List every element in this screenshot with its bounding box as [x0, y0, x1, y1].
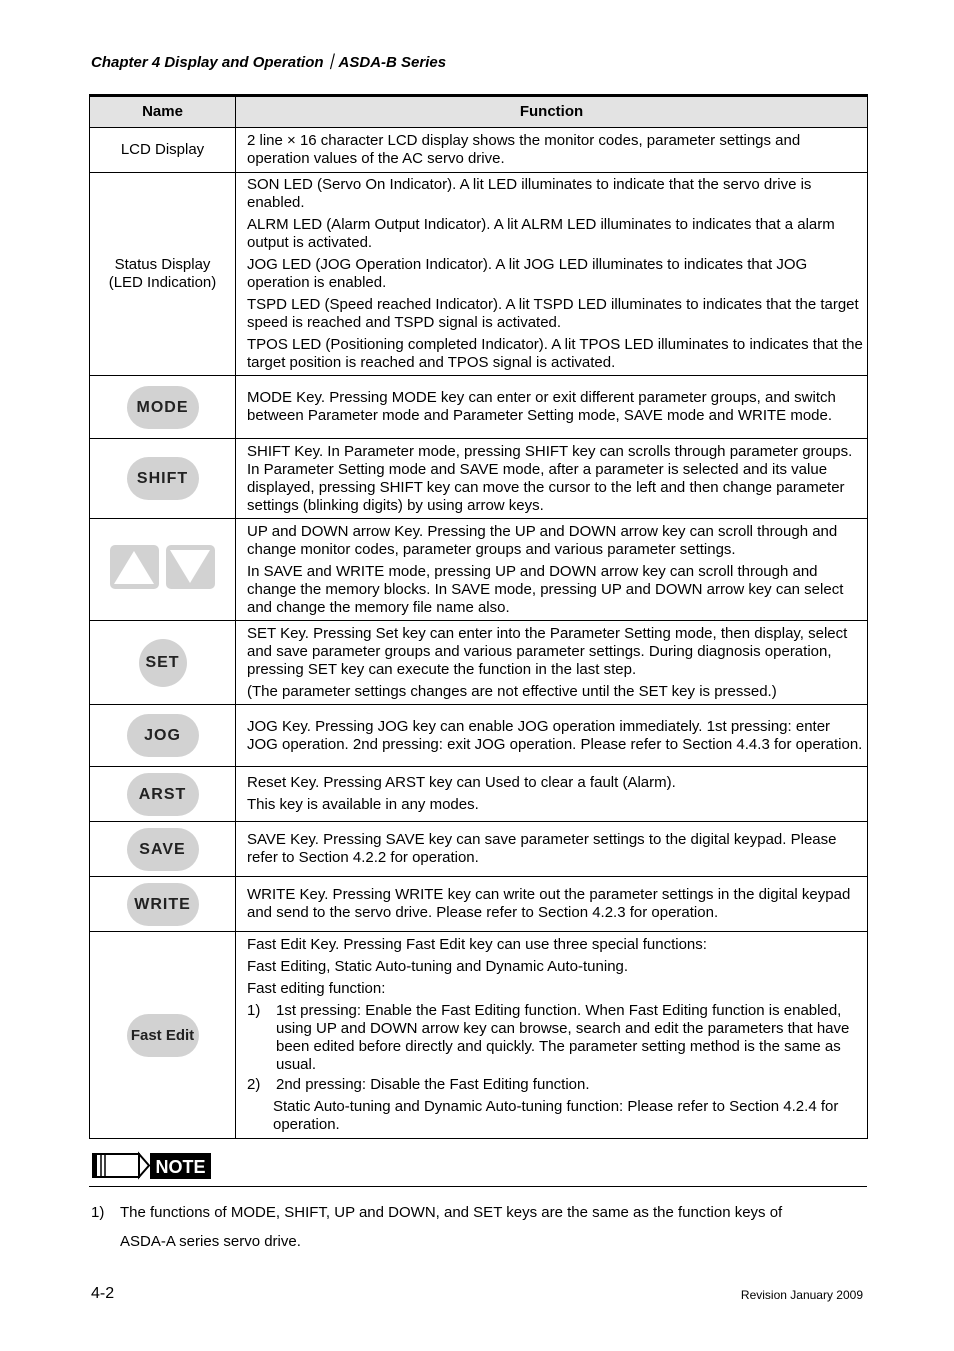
mode-key-icon: MODE	[127, 386, 199, 429]
function-text: Static Auto-tuning and Dynamic Auto-tuning function: Please refer to Section 4.2.4 for operation.	[273, 1098, 839, 1133]
row-function-mode	[236, 376, 868, 439]
row-name-arst	[90, 767, 236, 822]
row-function-set	[236, 621, 868, 705]
jog-key-icon: JOG	[127, 714, 199, 757]
function-text: This key is available in any modes.	[247, 796, 479, 813]
row-name-write	[90, 877, 236, 932]
function-text: JOG LED (JOG Operation Indicator). A lit JOG LED illuminates to indicates that JOG operation is enabled.	[247, 256, 808, 291]
row-function-shift	[236, 439, 868, 519]
row-function-lcd	[236, 128, 868, 173]
row-name-fastedit	[90, 932, 236, 1139]
table-row	[90, 173, 868, 376]
function-text: WRITE Key. Pressing WRITE key can write out the parameter settings in the digital keypad and send to the servo drive. Please refer to Section 4.2.3 for operation.	[247, 886, 851, 921]
status-name-line: (LED Indication)	[108, 274, 217, 291]
list-text: 2nd pressing: Disable the Fast Editing function.	[276, 1076, 590, 1093]
function-text: MODE Key. Pressing MODE key can enter or exit different parameter groups, and switch between Parameter mode and Parameter Setting mode, SAVE mode and WRITE mode.	[247, 389, 836, 424]
function-text: 2 line × 16 character LCD display shows the monitor codes, parameter settings and operation values of the AC servo drive.	[247, 132, 801, 167]
up-arrow-icon	[110, 545, 159, 589]
row-function-save	[236, 822, 868, 877]
table-row	[90, 621, 868, 705]
function-text: SON LED (Servo On Indicator). A lit LED illuminates to indicate that the servo drive is enabled.	[247, 176, 812, 211]
column-header-function: Function	[236, 96, 868, 128]
row-name-set	[90, 621, 236, 705]
row-name-status	[90, 173, 236, 376]
function-text: (The parameter settings changes are not effective until the SET key is pressed.)	[247, 682, 777, 700]
row-function-jog	[236, 705, 868, 767]
function-text: Fast Edit Key. Pressing Fast Edit key can use three special functions:	[247, 936, 707, 953]
row-name-shift	[90, 439, 236, 519]
row-function-status	[236, 173, 868, 376]
note-label: NOTE	[155, 1157, 206, 1177]
row-function-fastedit	[236, 932, 868, 1139]
note-number-spacer	[91, 1227, 120, 1256]
function-text: Fast editing function:	[247, 980, 386, 997]
save-key-icon: SAVE	[127, 828, 199, 871]
function-text: SET Key. Pressing Set key can enter into the Parameter Setting mode, then display, select and save parameter groups and various parameter settings. During diagnosis operation, pressing SET key can execute the function in the last step.	[247, 624, 848, 678]
note-icon	[91, 1151, 213, 1181]
page-number: 4-2	[91, 1285, 115, 1302]
function-text: Reset Key. Pressing ARST key can Used to clear a fault (Alarm).	[247, 774, 676, 791]
list-item	[91, 1227, 861, 1256]
arst-key-icon: ARST	[127, 773, 199, 816]
table-row	[90, 705, 868, 767]
row-name-updown	[90, 519, 236, 621]
row-name-jog	[90, 705, 236, 767]
row-function-write	[236, 877, 868, 932]
chapter-header: Chapter 4 Display and Operation｜ASDA-B Series	[91, 54, 447, 71]
function-text: TPOS LED (Positioning completed Indicator). A lit TPOS LED illuminates to indicates that the target position is reached and TPOS signal is activated.	[247, 336, 863, 371]
list-item	[91, 1198, 861, 1227]
row-name-save	[90, 822, 236, 877]
row-name-mode	[90, 376, 236, 439]
fast-edit-key-icon: Fast Edit	[127, 1014, 199, 1057]
table-row	[90, 767, 868, 822]
function-text: Fast Editing, Static Auto-tuning and Dynamic Auto-tuning.	[247, 958, 629, 975]
note-list	[91, 1198, 861, 1256]
list-number: 1)	[247, 1002, 261, 1019]
note-text: ASDA-A series servo drive.	[120, 1233, 301, 1250]
table-row	[90, 822, 868, 877]
note-number: 1)	[91, 1204, 105, 1221]
note-text: The functions of MODE, SHIFT, UP and DOWN, and SET keys are the same as the function keys of	[120, 1204, 783, 1221]
function-text: TSPD LED (Speed reached Indicator). A lit TSPD LED illuminates to indicates that the target speed is reached and TSPD signal is activated.	[247, 296, 859, 331]
column-header-name: Name	[90, 96, 236, 128]
up-down-arrow-keys-icon	[109, 544, 217, 590]
table-row	[90, 128, 868, 173]
down-arrow-icon	[166, 545, 215, 589]
table-row	[90, 376, 868, 439]
row-name-lcd: LCD Display	[90, 128, 236, 173]
keypad-function-table	[89, 94, 868, 1139]
fast-edit-list	[247, 1002, 865, 1094]
table-header-row	[90, 96, 868, 128]
function-text: UP and DOWN arrow Key. Pressing the UP and DOWN arrow key can scroll through and change monitor codes, parameter groups and various parameter settings.	[247, 522, 838, 558]
table-row	[90, 932, 868, 1139]
note-divider	[89, 1186, 867, 1187]
shift-key-icon: SHIFT	[127, 457, 199, 500]
status-name-line: Status Display	[114, 256, 211, 273]
function-text: ALRM LED (Alarm Output Indicator). A lit ALRM LED illuminates to indicates that a alarm output is activated.	[247, 216, 835, 251]
function-text: SHIFT Key. In Parameter mode, pressing SHIFT key can scrolls through parameter groups. In Parameter Setting mode and SAVE mode, after a parameter is selected and its value displayed, pressing SHIFT key can move the cursor to the left and then change parameter settings (blinking digits) by using arrow keys.	[247, 442, 853, 514]
function-text: JOG Key. Pressing JOG key can enable JOG operation immediately. 1st pressing: enter JOG operation. 2nd pressing: exit JOG operation. Please refer to Section 4.4.3 for operation.	[247, 717, 863, 753]
list-item	[247, 1002, 865, 1074]
table-row	[90, 439, 868, 519]
function-text: SAVE Key. Pressing SAVE key can save parameter settings to the digital keypad. Please refer to Section 4.2.2 for operation.	[247, 831, 837, 866]
list-item	[247, 1076, 865, 1094]
revision-date: Revision January 2009	[740, 1288, 863, 1302]
set-key-icon: SET	[139, 639, 187, 687]
list-text: 1st pressing: Enable the Fast Editing function. When Fast Editing function is enabled, using UP and DOWN arrow key can browse, search and edit the parameters that have been edited before directly and quickly. The parameter setting method is the same as usual.	[276, 1002, 850, 1073]
row-function-arst	[236, 767, 868, 822]
row-function-updown	[236, 519, 868, 621]
table-row	[90, 519, 868, 621]
table-row	[90, 877, 868, 932]
list-number: 2)	[247, 1076, 261, 1093]
function-text: In SAVE and WRITE mode, pressing UP and DOWN arrow key can scroll through and change the memory blocks. In SAVE mode, pressing UP and DOWN arrow key can select and change the memory file name also.	[247, 562, 844, 616]
write-key-icon: WRITE	[127, 883, 199, 926]
